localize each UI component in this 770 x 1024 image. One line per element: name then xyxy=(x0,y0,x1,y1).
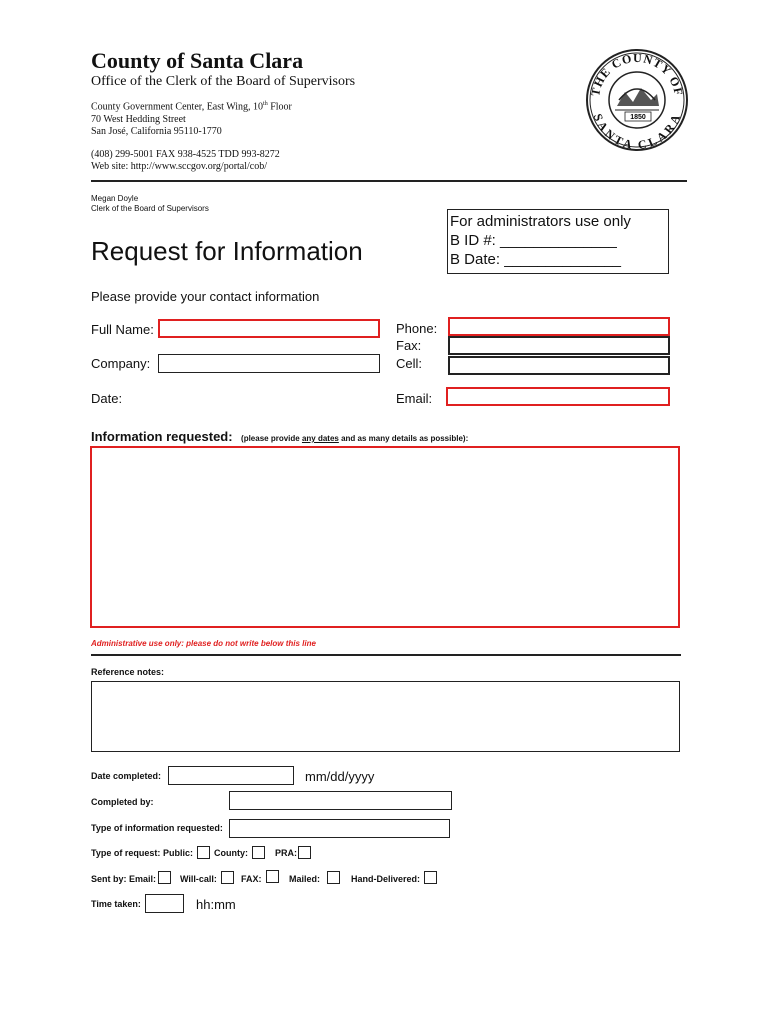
cell-label: Cell: xyxy=(396,356,423,371)
address-line-2: 70 West Hedding Street xyxy=(91,114,186,125)
hand-delivered-checkbox[interactable] xyxy=(424,871,437,884)
pra-label: PRA: xyxy=(275,848,297,858)
willcall-checkbox[interactable] xyxy=(221,871,234,884)
type-info-label: Type of information requested: xyxy=(91,823,223,833)
completed-by-field[interactable] xyxy=(229,791,452,810)
info-hint-underline: any dates xyxy=(301,434,339,443)
time-taken-field[interactable] xyxy=(145,894,184,913)
type-request-label: Type of request: xyxy=(91,848,161,858)
admin-box-bid: B ID #: ______________ xyxy=(450,232,617,249)
date-completed-label: Date completed: xyxy=(91,771,162,781)
pra-checkbox[interactable] xyxy=(298,846,311,859)
contact-prompt: Please provide your contact information xyxy=(91,289,320,304)
info-hint-post: and as many details as possible): xyxy=(338,434,469,443)
info-hint xyxy=(241,434,468,443)
date-label: Date: xyxy=(91,391,123,406)
public-label: Public: xyxy=(163,848,194,858)
full-name-field[interactable] xyxy=(158,319,380,338)
address-ordinal: th xyxy=(263,101,268,107)
admin-box-title: For administrators use only xyxy=(450,213,631,230)
time-format-hint: hh:mm xyxy=(196,897,236,912)
county-title: County of Santa Clara xyxy=(91,48,304,73)
date-format-hint: mm/dd/yyyy xyxy=(305,769,375,784)
cell-field[interactable] xyxy=(448,356,670,375)
email-label: Email: xyxy=(396,391,433,406)
sent-email-checkbox[interactable] xyxy=(158,871,171,884)
county-checkbox[interactable] xyxy=(252,846,265,859)
public-checkbox[interactable] xyxy=(197,846,210,859)
fax-field[interactable] xyxy=(448,336,670,355)
company-label: Company: xyxy=(91,356,151,371)
page-title: Request for Information xyxy=(91,236,363,266)
address-line-3: San José, California 95110-1770 xyxy=(91,126,222,137)
info-hint-pre: (please provide xyxy=(241,434,302,443)
admin-use-box xyxy=(447,209,669,274)
time-taken-label: Time taken: xyxy=(91,899,141,909)
fax-label: Fax: xyxy=(396,338,422,353)
seal-year: 1850 xyxy=(630,114,646,121)
mailed-label: Mailed: xyxy=(289,874,321,884)
type-info-field[interactable] xyxy=(229,819,450,838)
county-seal xyxy=(585,48,689,152)
reference-notes-field[interactable] xyxy=(91,681,680,752)
mailed-checkbox[interactable] xyxy=(327,871,340,884)
completed-by-label: Completed by: xyxy=(91,797,154,807)
county-label: County: xyxy=(214,848,248,858)
office-name: Office of the Clerk of the Board of Supervisors xyxy=(91,74,356,89)
hand-delivered-label: Hand-Delivered: xyxy=(351,874,421,884)
reference-notes-label: Reference notes: xyxy=(91,667,165,677)
info-requested-textarea[interactable] xyxy=(90,446,680,628)
willcall-label: Will-call: xyxy=(180,874,217,884)
date-completed-field[interactable] xyxy=(168,766,294,785)
full-name-label: Full Name: xyxy=(91,322,154,337)
header-divider xyxy=(91,180,687,182)
admin-divider xyxy=(91,654,681,656)
email-field[interactable] xyxy=(446,387,670,406)
web-line: Web site: http://www.sccgov.org/portal/cob/ xyxy=(91,161,268,172)
info-requested-heading xyxy=(91,428,468,446)
address-line-1-main: County Government Center, East Wing, 10 xyxy=(91,101,264,113)
admin-warning: Administrative use only: please do not write below this line xyxy=(91,639,316,648)
clerk-name: Megan Doyle xyxy=(91,194,139,203)
seal-top-text: THE COUNTY OF xyxy=(588,50,686,98)
sent-fax-label: FAX: xyxy=(241,874,262,884)
sent-by-label: Sent by: xyxy=(91,874,127,884)
seal-bottom-text: SANTA CLARA xyxy=(590,111,684,152)
company-field[interactable] xyxy=(158,354,380,373)
sent-fax-checkbox[interactable] xyxy=(266,870,279,883)
address-line-1-end: Floor xyxy=(267,101,292,113)
admin-box-bdate: B Date: ______________ xyxy=(450,251,621,268)
clerk-title: Clerk of the Board of Supervisors xyxy=(91,204,209,213)
sent-email-label: Email: xyxy=(129,874,157,884)
phone-label: Phone: xyxy=(396,321,438,336)
info-requested-label: Information requested: xyxy=(91,429,233,444)
phone-field[interactable] xyxy=(448,317,670,336)
address-line-1 xyxy=(91,101,292,112)
phone-line: (408) 299-5001 FAX 938-4525 TDD 993-8272 xyxy=(91,149,280,160)
